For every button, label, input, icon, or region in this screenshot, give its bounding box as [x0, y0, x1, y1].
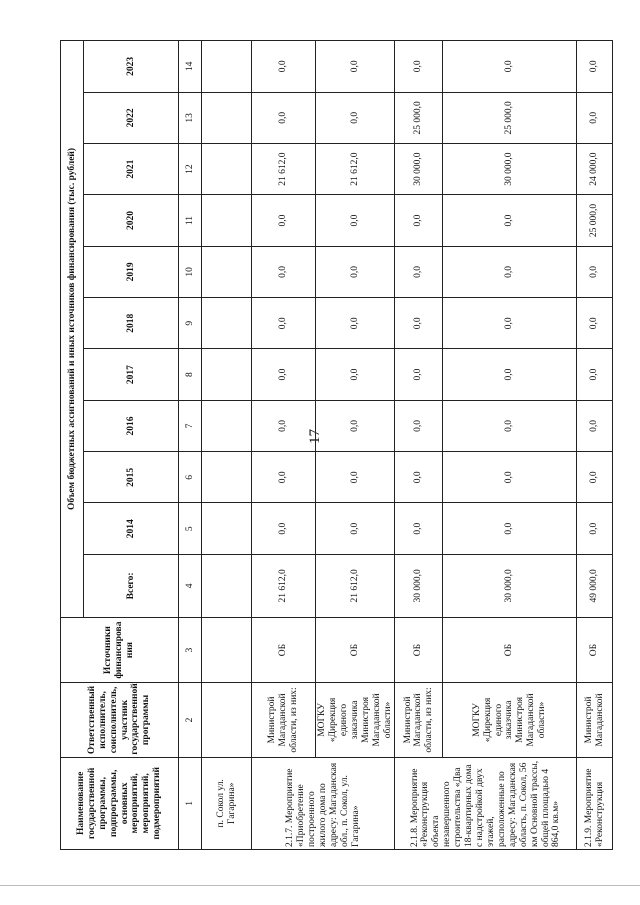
cell-value: [202, 41, 252, 93]
col-number: 11: [179, 195, 202, 246]
cell-value: 25 000,0: [577, 195, 613, 246]
cell-value: 0,0: [577, 400, 613, 451]
cell-value: [202, 298, 252, 349]
cell-name: п. Сокол ул. Гагарина»: [202, 757, 252, 849]
cell-value: 0,0: [443, 246, 577, 297]
header-year: 2018: [84, 298, 179, 349]
cell-responsible: МОГКУ «Дирекция единого заказчика Министроя Магаданской области»: [316, 683, 395, 757]
cell-value: 0,0: [316, 92, 395, 143]
cell-value: 25 000,0: [395, 92, 443, 143]
cell-value: 21 612,0: [316, 143, 395, 194]
col-number: 12: [179, 143, 202, 194]
cell-value: 0,0: [316, 41, 395, 93]
cell-value: 24 000,0: [577, 143, 613, 194]
col-number: 9: [179, 298, 202, 349]
cell-value: 0,0: [395, 246, 443, 297]
cell-value: 21 612,0: [252, 143, 316, 194]
cell-total: 30 000,0: [443, 554, 577, 617]
cell-value: [202, 400, 252, 451]
cell-value: 0,0: [316, 452, 395, 503]
cell-responsible: Министрой Магаданской: [577, 683, 613, 757]
cell-source: ОБ: [252, 617, 316, 682]
header-year: 2017: [84, 349, 179, 400]
cell-value: 0,0: [443, 298, 577, 349]
cell-responsible: Министрой Магаданской области, из них:: [252, 683, 316, 757]
cell-value: 0,0: [443, 452, 577, 503]
column-number-row: [179, 41, 202, 850]
cell-value: 0,0: [252, 503, 316, 554]
cell-value: [202, 195, 252, 246]
header-source: Источники финансирова ния: [61, 617, 179, 682]
header-volume-title: Объем бюджетных ассигнований и иных источников финансирования (тыс. рублей): [61, 41, 84, 618]
header-year: 2015: [84, 452, 179, 503]
header-name: Наименование государственной программы, подпрограммы, основных мероприятий, мероприятий, подмероприятий: [61, 757, 179, 849]
cell-value: 0,0: [316, 298, 395, 349]
cell-value: 30 000,0: [395, 143, 443, 194]
cell-value: 0,0: [252, 349, 316, 400]
cell-name: 2.1.7. Мероприятие «Приобретение построенного жилого дома по адресу: Магаданская обл., п. Сокол, ул. Гагарина»: [252, 757, 395, 849]
table-row: [316, 41, 395, 850]
cell-value: 0,0: [577, 503, 613, 554]
header-year: 2021: [84, 143, 179, 194]
cell-value: 0,0: [252, 41, 316, 93]
col-number: 14: [179, 41, 202, 93]
header-total: Всего:: [84, 554, 179, 617]
col-number: 5: [179, 503, 202, 554]
table-row: [443, 41, 577, 850]
header-year: 2014: [84, 503, 179, 554]
cell-value: 0,0: [316, 195, 395, 246]
cell-value: 0,0: [395, 195, 443, 246]
table-row: [252, 41, 316, 850]
cell-value: 0,0: [252, 298, 316, 349]
cell-value: 0,0: [443, 503, 577, 554]
cell-value: 0,0: [395, 503, 443, 554]
rotated-table-container: [60, 40, 605, 850]
cell-value: 0,0: [395, 452, 443, 503]
cell-value: 0,0: [577, 349, 613, 400]
cell-name: 2.1.9. Мероприятие «Реконструкция: [577, 757, 613, 849]
header-year: 2023: [84, 41, 179, 93]
cell-value: 0,0: [443, 349, 577, 400]
cell-value: 0,0: [252, 195, 316, 246]
col-number: 2: [179, 683, 202, 757]
cell-total: 30 000,0: [395, 554, 443, 617]
cell-value: [202, 452, 252, 503]
cell-value: [202, 92, 252, 143]
cell-value: 0,0: [395, 298, 443, 349]
cell-responsible: МОГКУ «Дирекция единого заказчика Министроя Магаданской области»: [443, 683, 577, 757]
cell-value: [202, 143, 252, 194]
header-year: 2016: [84, 400, 179, 451]
cell-value: 0,0: [316, 400, 395, 451]
cell-value: 0,0: [577, 92, 613, 143]
table-row: [395, 41, 443, 850]
cell-name: 2.1.8. Мероприятие «Реконструкция объекта незавершенного строительства «Два 18-квартирных дома с надстройкой двух этажей, расположенные по адресу: Магаданская область, п. Сокол, 56 км Основной трассы, общей площадью 4 864,0 кв.м»: [395, 757, 577, 849]
cell-value: [202, 503, 252, 554]
cell-total: 49 000,0: [577, 554, 613, 617]
scan-edge-line: [0, 885, 640, 886]
col-number: 7: [179, 400, 202, 451]
cell-value: 0,0: [316, 503, 395, 554]
cell-value: 30 000,0: [443, 143, 577, 194]
cell-value: 0,0: [577, 246, 613, 297]
cell-source: ОБ: [395, 617, 443, 682]
cell-source: ОБ: [316, 617, 395, 682]
cell-value: [202, 246, 252, 297]
col-number: 1: [179, 757, 202, 849]
cell-value: 0,0: [395, 349, 443, 400]
cell-total: 21 612,0: [252, 554, 316, 617]
cell-total: [202, 554, 252, 617]
table-row: [202, 41, 252, 850]
col-number: 10: [179, 246, 202, 297]
cell-value: 0,0: [395, 41, 443, 93]
col-number: 4: [179, 554, 202, 617]
cell-value: 0,0: [577, 298, 613, 349]
cell-total: 21 612,0: [316, 554, 395, 617]
cell-value: 0,0: [577, 452, 613, 503]
cell-value: 0,0: [577, 41, 613, 93]
col-number: 6: [179, 452, 202, 503]
cell-source: ОБ: [577, 617, 613, 682]
cell-source: ОБ: [443, 617, 577, 682]
cell-value: 25 000,0: [443, 92, 577, 143]
cell-value: 0,0: [316, 246, 395, 297]
table-row: [577, 41, 613, 850]
cell-responsible: [202, 683, 252, 757]
col-number: 13: [179, 92, 202, 143]
col-number: 8: [179, 349, 202, 400]
cell-value: 0,0: [443, 41, 577, 93]
financing-table: [60, 40, 613, 850]
cell-source: [202, 617, 252, 682]
col-number: 3: [179, 617, 202, 682]
cell-value: 0,0: [252, 452, 316, 503]
cell-value: 0,0: [252, 92, 316, 143]
cell-value: 0,0: [316, 349, 395, 400]
header-year: 2020: [84, 195, 179, 246]
cell-responsible: Министрой Магаданской области, из них:: [395, 683, 443, 757]
header-responsible: Ответственный исполнитель, соисполнитель, участник государственной программы: [61, 683, 179, 757]
cell-value: 0,0: [395, 400, 443, 451]
header-year: 2022: [84, 92, 179, 143]
header-year: 2019: [84, 246, 179, 297]
cell-value: 0,0: [252, 400, 316, 451]
cell-value: 0,0: [443, 195, 577, 246]
cell-value: 0,0: [252, 246, 316, 297]
cell-value: 0,0: [443, 400, 577, 451]
page-number: 17: [307, 429, 323, 444]
cell-value: [202, 349, 252, 400]
